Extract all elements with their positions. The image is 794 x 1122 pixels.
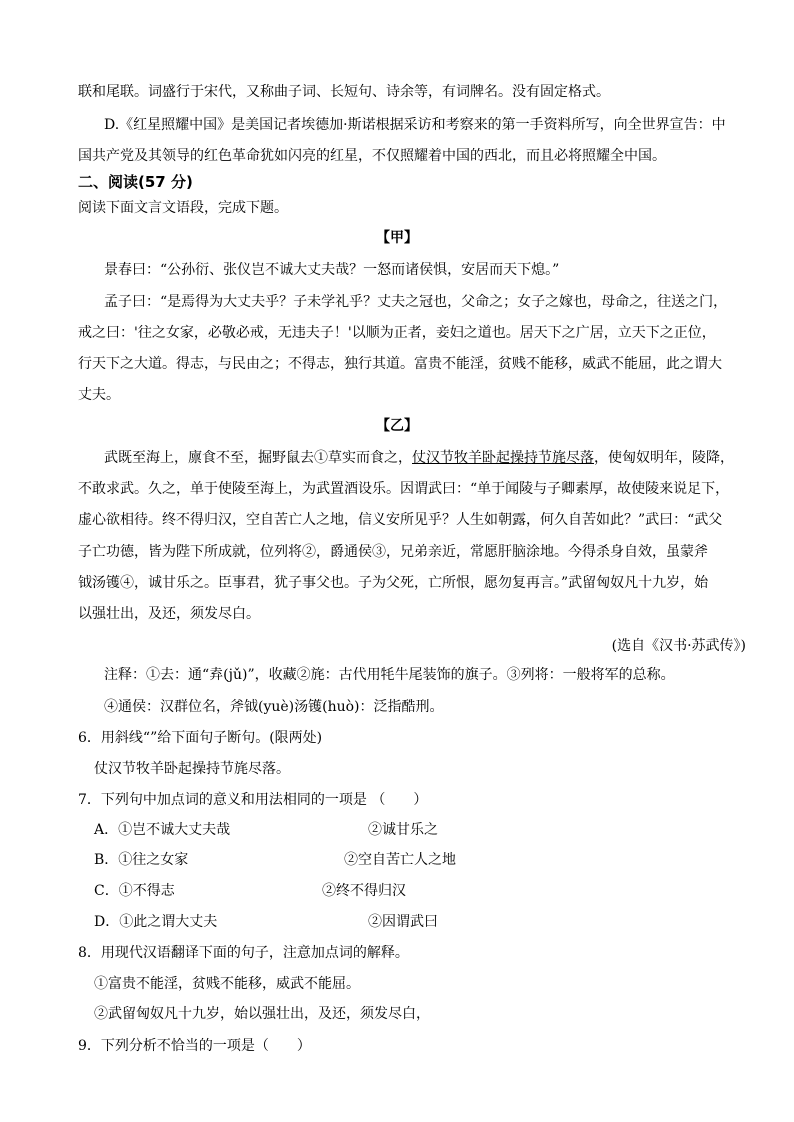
question-8-item: ①富贵不能淫，贫贱不能移，威武不能屈。 [94, 976, 360, 992]
option-b-second: ②空自苦亡人之地 [344, 852, 456, 868]
option-a: A．①岂不诚大丈夫哉 [94, 822, 231, 838]
text-line: 以强壮出，及还，须发尽白。 [78, 606, 260, 622]
text-line: 虚心欲相待。终不得归汉，空自苦亡人之地，信义安所见乎？人生如朝露，何久自苦如此？”武曰：“武父 [78, 512, 723, 528]
option-d: D．①此之谓大丈夫 [94, 914, 218, 930]
text-line: D.《红星照耀中国》是美国记者埃德加·斯诺根据采访和考察来的第一手资料所写，向全世界宣告：中 [104, 117, 726, 133]
question-8-stem: 8．用现代汉语翻译下面的句子，注意加点词的解释。 [78, 945, 409, 961]
passage-heading-yi: 【乙】 [376, 418, 418, 434]
option-a-second: ②诚甘乐之 [368, 822, 438, 838]
text-line: 景春曰：“公孙衍、张仪岂不诚大丈夫哉？一怒而诸侯惧，安居而天下熄。” [104, 262, 560, 278]
option-c-second: ②终不得归汉 [322, 883, 406, 899]
text-segment: 武既至海上，廪食不至，掘野鼠去①草实而食之， [104, 450, 412, 466]
text-line: 行天下之大道。得志，与民由之；不得志，独行其道。富贵不能淫，贫贱不能移，威武不能屈，此之谓大 [78, 356, 722, 372]
text-line: 子亡功德，皆为陛下所成就，位列将②，爵通侯③，兄弟亲近，常愿肝脑涂地。今得杀身自效，虽蒙斧 [78, 544, 708, 560]
option-b: B．①往之女家 [94, 852, 189, 868]
instruction: 阅读下面文言文语段，完成下题。 [78, 200, 288, 216]
question-6-stem: 6．用斜线“”给下面句子断句。(限两处) [78, 730, 323, 746]
section-title: 二、阅读(57 分) [78, 173, 193, 191]
question-6-sentence: 仗汉节牧羊卧起操持节旄尽落。 [94, 761, 290, 777]
text-line: 联和尾联。词盛行于宋代，又称曲子词、长短句、诗余等，有词牌名。没有固定格式。 [78, 84, 610, 100]
question-8-item: ②武留匈奴凡十九岁，始以强壮出，及还，须发尽白， [94, 1006, 430, 1022]
option-d-second: ②因谓武曰 [368, 914, 438, 930]
text-line [104, 448, 734, 468]
text-line: 国共产党及其领导的红色革命犹如闪亮的红星，不仅照耀着中国的西北，而且必将照耀全中国。 [78, 148, 666, 164]
passage-heading-jia: 【甲】 [376, 230, 418, 246]
option-c: C．①不得志 [94, 883, 175, 899]
text-line: 孟子曰：“是焉得为大丈夫乎？子未学礼乎？丈夫之冠也，父命之；女子之嫁也，母命之，往送之门， [104, 294, 728, 310]
note-line: ④通侯：汉群位名，斧钺(yuè)汤镬(huò)：泛指酷刑。 [104, 699, 444, 715]
text-line: 丈夫。 [78, 387, 120, 403]
question-7-stem: 7．下列句中加点词的意义和用法相同的一项是 （ ） [78, 792, 428, 808]
underlined-sentence: 仗汉节牧羊卧起操持节旄尽落 [412, 450, 594, 466]
text-line: 不敢求武。久之，单于使陵至海上，为武置酒设乐。因谓武曰：“单于闻陵与子卿素厚，故使陵来说足下， [78, 481, 730, 497]
note-line: 注释：①去：通“弆(jǔ)”，收藏②旄：古代用牦牛尾装饰的旗子。③列将：一般将军的总称。 [104, 667, 675, 683]
source-citation: (选自《汉书·苏武传》) [611, 638, 746, 654]
text-line: 戒之曰：'往之女家，必敬必戒，无违夫子！'以顺为正者，妾妇之道也。居天下之广居，立天下之正位， [78, 325, 716, 341]
question-9-stem: 9．下列分析不恰当的一项是（ ） [78, 1038, 311, 1054]
text-line: 钺汤镬④，诚甘乐之。臣事君，犹子事父也。子为父死，亡所恨，愿勿复再言。”武留匈奴凡十九岁，始 [78, 575, 709, 591]
text-segment: ，使匈奴明年，陵降， [594, 450, 734, 466]
